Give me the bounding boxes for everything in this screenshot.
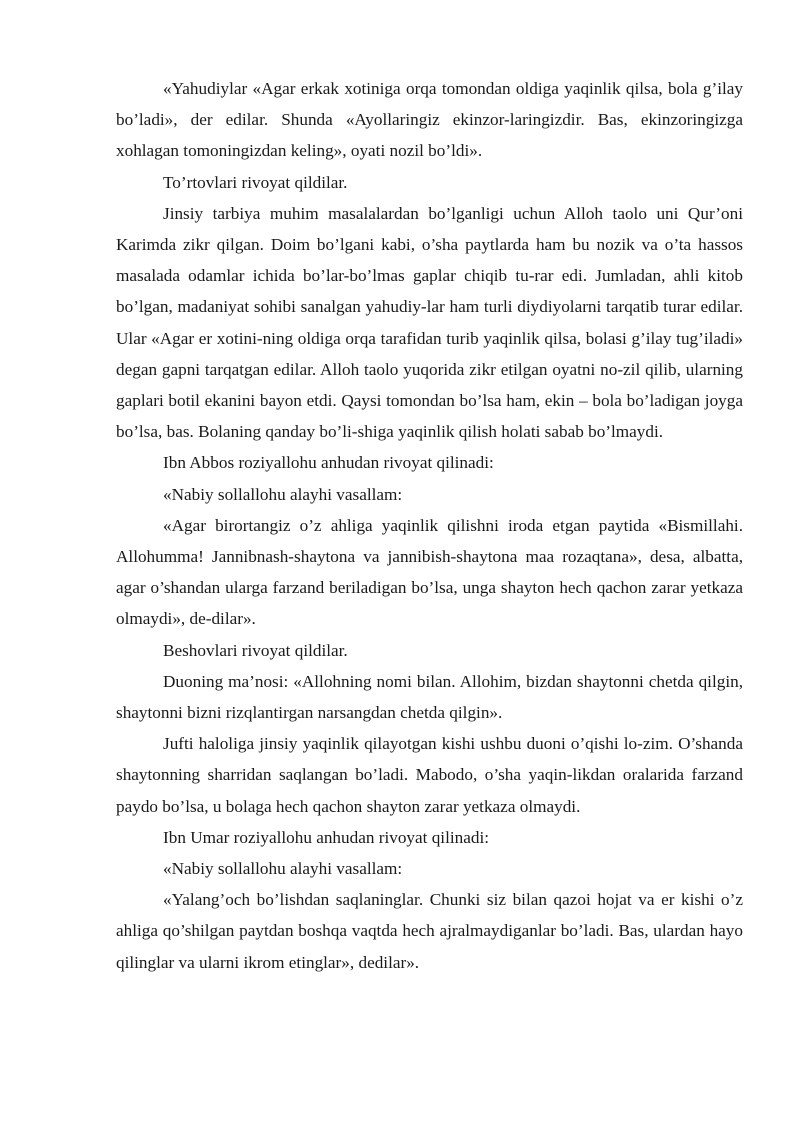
paragraph: Ibn Umar roziyallohu anhudan rivoyat qilinadi: (163, 827, 490, 847)
paragraph: «Agar birortangiz o’z ahliga yaqinlik qilishni iroda etgan paytida «Bismillahi. Allohumma! Jannibnash-shaytona va jannibish-shaytona maa rozaqtana», desa, albatta, agar o’shandan ularga farzand beriladigan bo’lsa, unga shayton hech qachon zarar yetkaza olmaydi», de-dilar». (116, 515, 743, 629)
paragraph: «Nabiy sollallohu alayhi vasallam: (163, 859, 403, 879)
paragraph: «Yahudiylar «Agar erkak xotiniga orqa tomondan oldiga yaqinlik qilsa, bola g’ilay bo’ladi», der edilar. Shunda «Ayollaringiz ekinzor-laringizdir. Bas, ekinzoringizga xohlagan tomoningizdan keling», oyati nozil bo’ldi». (116, 79, 743, 161)
document-body (116, 73, 743, 978)
paragraph: Beshovlari rivoyat qildilar. (163, 640, 348, 660)
paragraph: Duoning ma’nosi: «Allohning nomi bilan. Allohim, bizdan shaytonni chetda qilgin, shaytonni bizni rizqlantirgan narsangdan chetda qilgin». (116, 671, 743, 723)
paragraph: Jufti haloliga jinsiy yaqinlik qilayotgan kishi ushbu duoni o’qishi lo-zim. O’shanda shaytonning sharridan saqlangan bo’ladi. Mabodo, o’sha yaqin-likdan oralarida farzand paydo bo’lsa, u bolaga hech qachon shayton zarar yetkaza olmaydi. (116, 734, 743, 816)
paragraph: «Nabiy sollallohu alayhi vasallam: (163, 484, 403, 504)
paragraph: To’rtovlari rivoyat qildilar. (163, 172, 348, 192)
paragraph: Jinsiy tarbiya muhim masalalardan bo’lganligi uchun Alloh taolo uni Qur’oni Karimda zikr qilgan. Doim bo’lgani kabi, o’sha paytlarda ham bu nozik va o’ta hassos masalada odamlar ichida bo’lar-bo’lmas gaplar chiqib tu-rar edi. Jumladan, ahli kitob bo’lgan, madaniyat sohibi sanalgan yahudiy-lar ham turli diydiyolarni tarqatib turar edilar. Ular «Agar er xotini-ning oldiga orqa tarafidan turib yaqinlik qilsa, bolasi g’ilay tug’iladi» degan gapni tarqatgan edilar. Alloh taolo yuqorida zikr etilgan oyatni no-zil qilib, ularning gaplari botil ekanini bayon etdi. Qaysi tomondan bo’lsa ham, ekin – bola bo’ladigan joyga bo’lsa, bas. Bolaning qanday bo’li-shiga yaqinlik qilish holati sabab bo’lmaydi. (116, 203, 743, 442)
paragraph: «Yalang’och bo’lishdan saqlaninglar. Chunki siz bilan qazoi hojat va er kishi o’z ahliga qo’shilgan paytdan boshqa vaqtda hech ajralmaydiganlar bo’ladi. Bas, ulardan hayo qilinglar va ularni ikrom etinglar», dedilar». (116, 890, 743, 972)
paragraph: Ibn Abbos roziyallohu anhudan rivoyat qilinadi: (163, 453, 494, 473)
